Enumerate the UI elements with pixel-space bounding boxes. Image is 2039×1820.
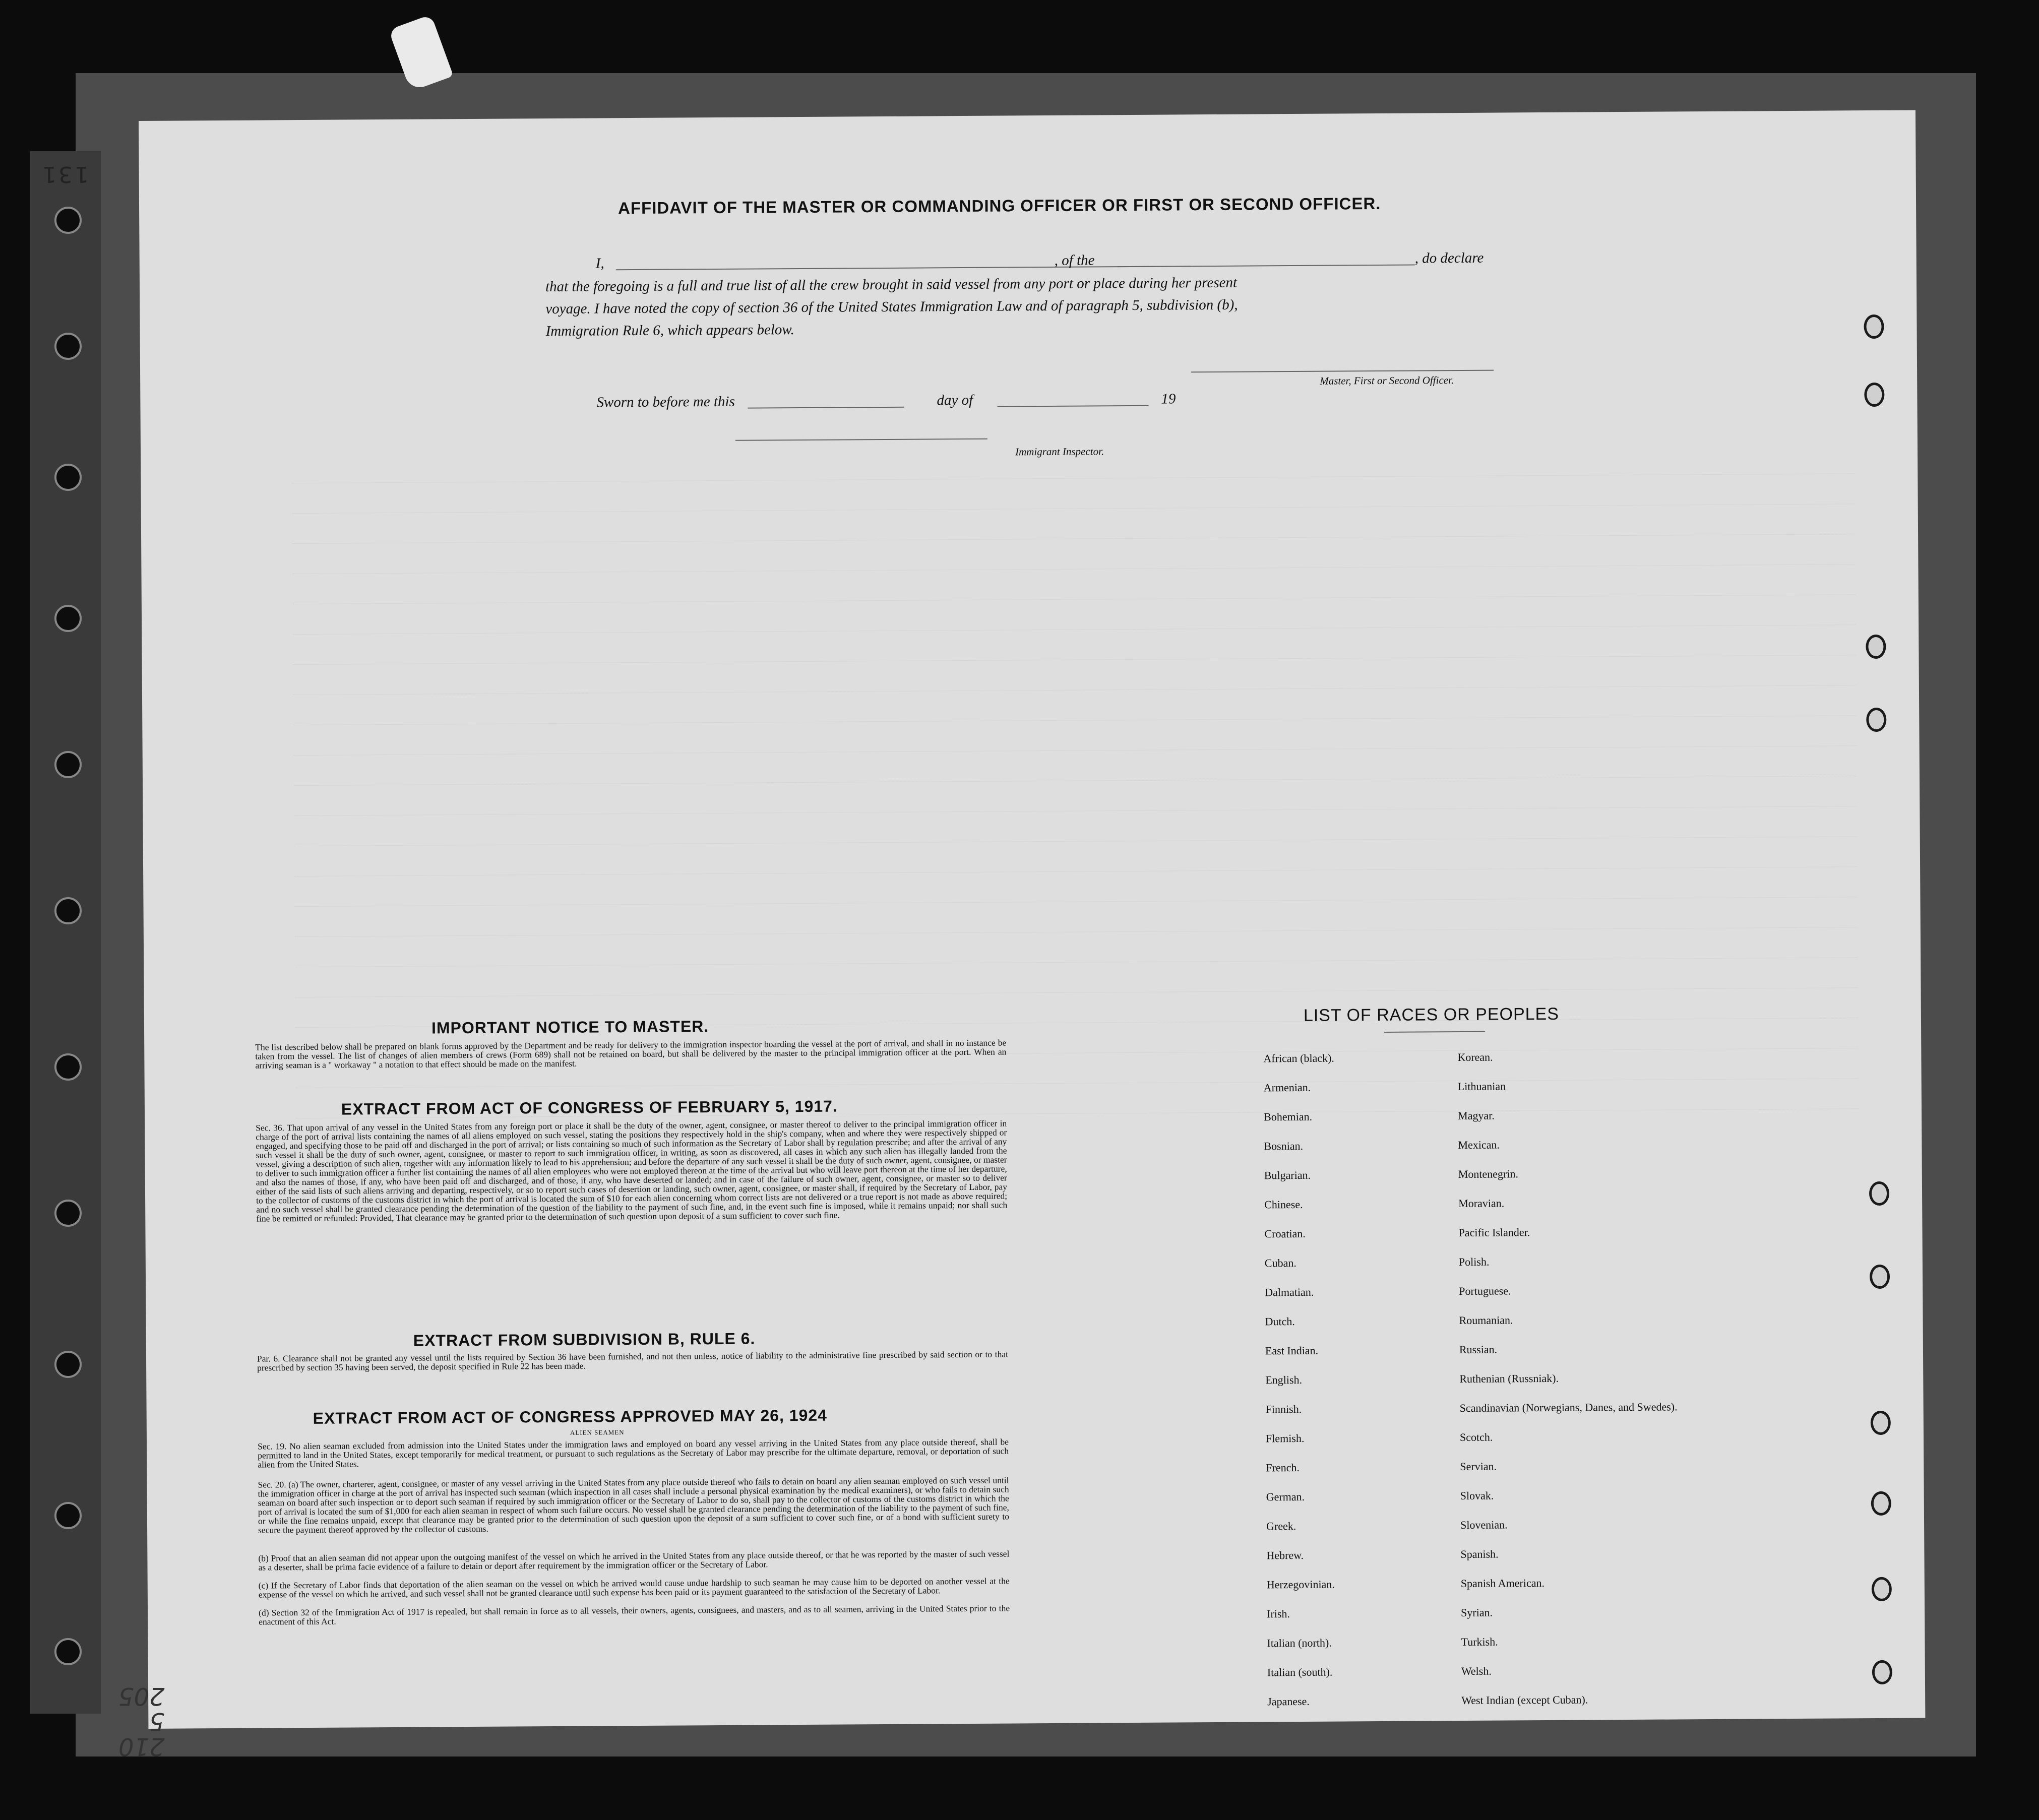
race-entry: Dalmatian. xyxy=(1265,1285,1314,1299)
ghost-row xyxy=(293,715,1856,735)
binder-hole xyxy=(54,1053,82,1081)
binder-hole xyxy=(54,464,82,491)
ghost-row xyxy=(294,806,1857,826)
race-entry: Herzegovinian. xyxy=(1266,1578,1335,1591)
affidavit-line-3: voyage. I have noted the copy of section 36 of the United States Immigration Law and of paragraph 5, subdivision (b), xyxy=(545,296,1238,318)
ghost-row xyxy=(295,927,1858,947)
ghost-row xyxy=(295,957,1858,977)
extract-1917-body: Sec. 36. That upon arrival of any vessel in the United States from any foreign port or place it shall be the duty of the owner, agent, consignee, or master thereof to deliver to the principal immigration officer in charge of the port of arrival lists containing the names of all aliens employed on such vessel, stating the positions they respectively hold in the ship's company, when and where they were respectively shipped or engaged, and specifying those to be paid off and discharged in the port of arrival; or lists containing so much of such information as the Secretary of Labor shall by regulation prescribe; and after the arrival of any such vessel it shall be the duty of such owner, agent, consignee, or master to report to such immigration officer, in writing, as soon as discovered, all cases in which any such alien has illegally landed from the vessel, giving a description of such alien, together with any information likely to lead to his apprehension; and before the departure of any such vessel it shall be the duty of such owner, agent, consignee, or master to deliver to such immigration officer a further list containing the names of all alien employees who were not employed thereon at the time of the arrival but who will leave port thereon at the time of her departure, and also the names of those, if any, who have been paid off and discharged, and of those, if any, who have deserted or landed; and in case of the failure of such owner, agent, consignee, or master so to deliver either of the said lists of such aliens arriving and departing, respectively, or so to report such cases of desertion or landing, such owner, agent, consignee, or master shall, if required by the Secretary of Labor, pay to the collector of customs of the customs district in which the port of arrival is located the sum of $10 for each alien concerning whom correct lists are not delivered or a true report is not made as above required; and no such vessel shall be granted clearance pending the determination of the question of the liability to the payment of such fine, and, in the event such fine is imposed, while it remains unpaid; nor shall such fine be remitted or refunded: Provided, That clearance may be granted prior to the determination of such question upon deposit of a sum sufficient to cover such fine. xyxy=(256,1118,1008,1224)
extract-rule6-title: EXTRACT FROM SUBDIVISION B, RULE 6. xyxy=(413,1329,756,1350)
race-entry: Bohemian. xyxy=(1264,1110,1313,1123)
race-entry: Syrian. xyxy=(1461,1606,1493,1619)
binder-hole xyxy=(54,207,82,234)
race-entry: Spanish. xyxy=(1460,1547,1499,1561)
race-entry: Welsh. xyxy=(1461,1664,1492,1678)
ghost-row xyxy=(293,655,1856,675)
year-prefix: 19 xyxy=(1161,391,1176,407)
ghost-row xyxy=(294,776,1857,796)
extract-1924-subtitle: ALIEN SEAMEN xyxy=(570,1428,625,1436)
race-entry: Irish. xyxy=(1267,1607,1290,1620)
ghost-row xyxy=(293,685,1856,705)
race-entry: Flemish. xyxy=(1265,1431,1305,1445)
ghost-row xyxy=(294,836,1857,856)
extract-1917-title: EXTRACT FROM ACT OF CONGRESS OF FEBRUARY 5, 1917. xyxy=(341,1097,838,1118)
punch-hole xyxy=(1864,383,1884,407)
race-entry: Bosnian. xyxy=(1264,1139,1304,1153)
race-entry: Chinese. xyxy=(1264,1198,1303,1211)
handwritten-note-line: 205 xyxy=(118,1682,165,1710)
inspector-signature-line xyxy=(735,438,987,441)
binder-hole xyxy=(54,1638,82,1665)
punch-hole xyxy=(1872,1577,1892,1601)
race-entry: Mexican. xyxy=(1458,1138,1500,1152)
binder-hole xyxy=(54,751,82,778)
extract-1924-sec20c: (c) If the Secretary of Labor finds that deportation of the alien seaman on the vessel on which he arrived would cause undue hardship to such seaman he may cause him to be deported on another vessel at the expense of the vessel on which he arrived, and such vessel shall not be granted clearance until such expense has been paid or its payment guaranteed to the satisfaction of the Secretary of Labor. xyxy=(258,1576,1010,1600)
ghost-row xyxy=(295,987,1858,1008)
sworn-month-blank xyxy=(997,405,1148,407)
affidavit-line-2: that the foregoing is a full and true list of all the crew brought in said vessel from any port or place during her present xyxy=(545,274,1238,295)
race-entry: Dutch. xyxy=(1265,1315,1295,1328)
extract-1924-sec20b: (b) Proof that an alien seaman did not appear upon the outgoing manifest of the vessel on which he arrived in the United States from any place outside thereof, or that he was reported by the master of such vessel as a deserter, shall be prima facie evidence of a failure to detain or deport after requirement by the immigration officer or the Secretary of Labor. xyxy=(258,1548,1010,1573)
race-entry: Portuguese. xyxy=(1459,1284,1511,1298)
punch-hole xyxy=(1866,635,1886,659)
race-entry: Slovak. xyxy=(1460,1489,1494,1502)
race-entry: Armenian. xyxy=(1263,1081,1311,1094)
race-entry: Roumanian. xyxy=(1459,1313,1513,1327)
handwritten-margin-number: 131 xyxy=(40,161,89,187)
race-entry: Finnish. xyxy=(1265,1402,1302,1416)
race-entry: Scotch. xyxy=(1459,1430,1493,1444)
race-entry: English. xyxy=(1265,1373,1303,1387)
binder-hole xyxy=(54,1200,82,1227)
race-entry: Cuban. xyxy=(1264,1257,1296,1270)
extract-1924-sec20d: (d) Section 32 of the Immigration Act of 1917 is repealed, but shall remain in force as to all vessels, their owners, agents, consignees, and masters, and as to all seamen, arriving in the United States prior to the enactment of this Act. xyxy=(259,1603,1010,1627)
ghost-row xyxy=(292,473,1855,493)
race-entry: Croatian. xyxy=(1264,1227,1306,1240)
ghost-row xyxy=(292,534,1855,554)
notice-body: The list described below shall be prepared on blank forms approved by the Department and be ready for delivery to the immigration inspector boarding the vessel at the port of arrival, and shall in no instance be taken from the vessel. The list of changes of alien members of crews (Form 689) shall not be retained on board, but shall be delivered by the master to the principal immigration officer at the port. When an arriving seaman is a " workaway " a notation to that effect should be made on the manifest. xyxy=(255,1037,1007,1071)
binder-hole xyxy=(54,897,82,924)
race-entry: Korean. xyxy=(1457,1050,1493,1064)
handwritten-note-line: 210 xyxy=(118,1732,165,1761)
handwritten-note-line: 5 xyxy=(149,1707,165,1735)
extract-1924-sec19: Sec. 19. No alien seaman excluded from admission into the United States under the immigration laws and employed on board any vessel arriving in the United States from any place outside thereof, shall be permitted to land in the United States, except temporarily for medical treatment, or pursuant to such regulations as the Secretary of Labor may prescribe for the ultimate departure, removal, or deportation of such alien from the United States. xyxy=(258,1436,1009,1470)
race-entry: West Indian (except Cuban). xyxy=(1461,1693,1588,1707)
race-entry: Polish. xyxy=(1458,1255,1490,1269)
sworn-day-blank xyxy=(748,407,904,409)
binder-hole xyxy=(54,1351,82,1378)
race-entry: Scandinavian (Norwegians, Danes, and Swedes). xyxy=(1459,1400,1678,1415)
races-title: LIST OF RACES OR PEOPLES xyxy=(1303,1004,1560,1025)
race-entry: Hebrew. xyxy=(1266,1548,1304,1562)
extract-1924-sec20a: Sec. 20. (a) The owner, charterer, agent, consignee, or master of any vessel arriving in the United States from any place outside thereof who fails to detain on board any alien seaman employed on such vessel until the immigration officer in charge at the port of arrival has inspected such seaman (which inspection in all cases shall include a personal physical examination by the medical examiners), or who fails to detain such seaman on board after such inspection or to deport such seaman if required by such immigration officer or the Secretary of Labor to do so, shall pay to the collector of customs of the customs district in which the port of arrival is located the sum of $1,000 for each alien seaman in respect of whom such failure occurs. No vessel shall be granted clearance pending the determination of the liability to the payment of such fine, or while the fine remains unpaid, except that clearance may be granted prior to the determination of such question upon the deposit of a sum sufficient to cover such fine, or of a bond with sufficient surety to secure the payment thereof approved by the collector of customs. xyxy=(258,1475,1010,1535)
vessel-blank-line xyxy=(1118,265,1415,268)
ghost-row xyxy=(294,866,1857,887)
race-entry: German. xyxy=(1266,1490,1305,1503)
inspector-caption: Immigrant Inspector. xyxy=(1015,445,1104,458)
punch-hole xyxy=(1866,708,1886,732)
race-entry: Montenegrin. xyxy=(1458,1167,1519,1181)
race-entry: Bulgarian. xyxy=(1264,1168,1311,1182)
race-entry: Magyar. xyxy=(1458,1109,1495,1122)
punch-hole xyxy=(1869,1181,1889,1206)
race-entry: Russian. xyxy=(1459,1343,1498,1356)
races-title-underline xyxy=(1384,1031,1485,1033)
binder-hole xyxy=(54,333,82,360)
punch-hole xyxy=(1871,1411,1891,1435)
master-signature-line xyxy=(1191,370,1494,373)
punch-hole xyxy=(1872,1660,1892,1684)
race-entry: Greek. xyxy=(1266,1520,1296,1533)
race-entry: French. xyxy=(1266,1461,1300,1474)
name-blank-line xyxy=(616,266,1191,270)
extract-rule6-body: Par. 6. Clearance shall not be granted any vessel until the lists required by Section 36 have been furnished, and not then unless, notice of liability to the administrative fine prescribed by said section or to that prescribed by section 35 having been served, the deposit specified in Rule 22 has been made. xyxy=(257,1349,1009,1373)
race-entry: Ruthenian (Russniak). xyxy=(1459,1371,1559,1386)
affidavit-i: I, xyxy=(595,255,604,272)
master-caption: Master, First or Second Officer. xyxy=(1320,374,1454,387)
race-entry: Italian (north). xyxy=(1267,1636,1332,1650)
ghost-row xyxy=(293,624,1856,645)
binder-hole xyxy=(54,1502,82,1529)
notice-title: IMPORTANT NOTICE TO MASTER. xyxy=(431,1017,709,1037)
race-entry: East Indian. xyxy=(1265,1344,1319,1357)
race-entry: Moravian. xyxy=(1458,1197,1505,1210)
manifest-sheet xyxy=(139,110,1925,1728)
race-entry: Servian. xyxy=(1460,1460,1497,1473)
races-left-column xyxy=(1263,1044,1338,1717)
race-entry: Lithuanian xyxy=(1457,1080,1506,1093)
extract-1924-title: EXTRACT FROM ACT OF CONGRESS APPROVED MAY 26, 1924 xyxy=(313,1406,828,1427)
race-entry: Italian (south). xyxy=(1267,1665,1333,1679)
binder-strip xyxy=(30,151,101,1714)
punch-hole xyxy=(1864,315,1884,339)
race-entry: Spanish American. xyxy=(1460,1577,1545,1590)
punch-hole xyxy=(1870,1265,1890,1289)
binder-hole xyxy=(54,605,82,632)
punch-hole xyxy=(1871,1491,1891,1516)
affidavit-of-the: , of the xyxy=(1054,252,1095,269)
race-entry: Japanese. xyxy=(1267,1695,1310,1708)
ghost-row xyxy=(294,745,1857,766)
handwritten-bottom-note xyxy=(118,1683,165,1759)
ghost-row xyxy=(292,564,1855,584)
ghost-row xyxy=(293,594,1856,614)
day-of-label: day of xyxy=(937,392,973,409)
race-entry: Pacific Islander. xyxy=(1458,1226,1530,1239)
race-entry: Turkish. xyxy=(1461,1635,1498,1649)
race-entry: Slovenian. xyxy=(1460,1518,1508,1532)
ghost-row xyxy=(295,897,1858,917)
affidavit-line-4: Immigration Rule 6, which appears below. xyxy=(545,322,794,340)
affidavit-title: AFFIDAVIT OF THE MASTER OR COMMANDING OFFICER OR FIRST OR SECOND OFFICER. xyxy=(617,194,1381,218)
ghost-row xyxy=(292,504,1855,524)
sworn-before-label: Sworn to before me this xyxy=(596,393,735,411)
races-right-column xyxy=(1457,1041,1679,1715)
affidavit-declare: , do declare xyxy=(1414,249,1484,267)
race-entry: African (black). xyxy=(1263,1051,1334,1065)
